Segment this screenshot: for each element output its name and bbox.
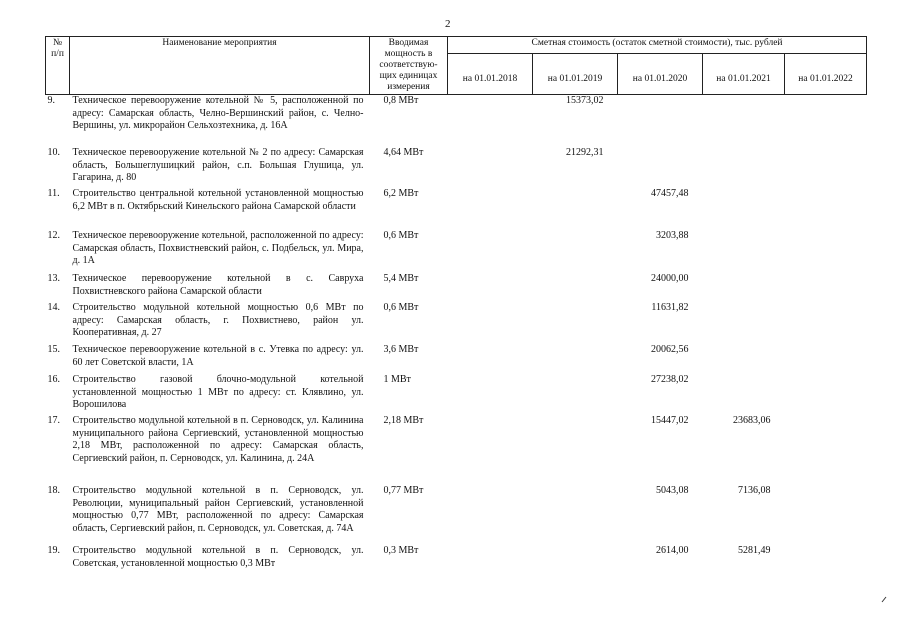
- row-name: Строительство центральной котельной установленной мощностью 6,2 МВт в п. Октябрьский Кинельского района Самарской области: [72, 188, 364, 212]
- row-value-2020: 24000,00: [651, 273, 689, 284]
- row-value-2021: 7136,08: [738, 485, 771, 496]
- row-value-2022: [785, 485, 867, 545]
- row-value-2019: [533, 273, 618, 302]
- row-value-2020: 2614,00: [656, 545, 689, 556]
- table-row: [46, 545, 867, 577]
- row-power: 4,64 МВт: [383, 147, 424, 158]
- row-value-2021: [703, 302, 785, 344]
- row-value-2021: [703, 230, 785, 273]
- table-row: [46, 95, 867, 148]
- row-value-2018: [448, 302, 533, 344]
- row-power: 0,8 МВт: [383, 95, 419, 106]
- row-value-2018: [448, 344, 533, 374]
- row-name: Строительство модульной котельной мощностью 0,6 МВт по адресу: Самарская область, г. Похвистнево, район ул. Кооперативная, д. 27: [72, 302, 364, 338]
- row-value-2019: [533, 302, 618, 344]
- row-value-2020: 27238,02: [651, 374, 689, 385]
- row-value-2018: [448, 188, 533, 230]
- row-name: Техническое перевооружение котельной № 5, расположенной по адресу: Самарская область, Челно-Вершинский район, с. Челно-Вершины, ул. микрорайон Сельхозтехника, д. 16А: [72, 95, 364, 131]
- row-value-2020: 15447,02: [651, 415, 689, 426]
- row-number: 18.: [47, 485, 60, 496]
- row-value-2019: [533, 374, 618, 415]
- table-row: [46, 188, 867, 230]
- table-row: [46, 302, 867, 344]
- row-number: 17.: [47, 415, 60, 426]
- row-power: 5,4 МВт: [383, 273, 419, 284]
- table-row: [46, 415, 867, 485]
- row-value-2022: [785, 230, 867, 273]
- header-power: Вводимая мощность в соответствую-щих единицах измерения: [370, 37, 448, 95]
- scan-mark-icon: [880, 594, 890, 604]
- row-name: Техническое перевооружение котельной в с. Утевка по адресу: ул. 60 лет Советской власти, 1А: [72, 344, 364, 368]
- row-value-2021: [703, 147, 785, 188]
- row-number: 13.: [47, 273, 60, 284]
- row-value-2020: [618, 147, 703, 188]
- row-value-2021: [703, 374, 785, 415]
- row-name: Техническое перевооружение котельной, расположенной по адресу: Самарская область, Похвистневский район, с. Подбельск, ул. Мира, д. 1А: [72, 230, 364, 266]
- row-name: Техническое перевооружение котельной № 2 по адресу: Самарская область, Большеглушицкий район, с.п. Большая Глушица, ул. Гагарина, д. 80: [72, 147, 364, 183]
- header-year-2019: на 01.01.2019: [533, 54, 618, 95]
- row-number: 9.: [47, 95, 55, 106]
- row-value-2022: [785, 95, 867, 148]
- row-value-2022: [785, 415, 867, 485]
- row-value-2019: 15373,02: [566, 95, 604, 106]
- row-name: Строительство модульной котельной в п. Серноводск, ул. Калинина муниципального района Сергиевский, установленной мощностью 2,18 МВт, расположенной по адресу: Самарская область, Сергиевский район, п. Серноводск, ул. Калинина, д. 24А: [72, 415, 364, 464]
- row-power: 0,77 МВт: [383, 485, 424, 496]
- row-value-2021: [703, 273, 785, 302]
- row-number: 12.: [47, 230, 60, 241]
- row-value-2018: [448, 230, 533, 273]
- row-number: 16.: [47, 374, 60, 385]
- row-value-2018: [448, 545, 533, 577]
- header-year-2022: на 01.01.2022: [785, 54, 867, 95]
- row-value-2019: [533, 545, 618, 577]
- page-number: 2: [445, 18, 451, 30]
- row-number: 10.: [47, 147, 60, 158]
- row-value-2018: [448, 374, 533, 415]
- table-row: [46, 485, 867, 545]
- row-name: Техническое перевооружение котельной в с. Савруха Похвистневского района Самарской области: [72, 273, 364, 297]
- row-power: 0,3 МВт: [383, 545, 419, 556]
- row-number: 19.: [47, 545, 60, 556]
- cost-table: [45, 36, 867, 577]
- row-value-2022: [785, 188, 867, 230]
- row-value-2019: [533, 415, 618, 485]
- row-value-2020: 20062,56: [651, 344, 689, 355]
- row-power: 3,6 МВт: [383, 344, 419, 355]
- row-value-2022: [785, 273, 867, 302]
- row-value-2019: 21292,31: [566, 147, 604, 158]
- row-value-2019: [533, 344, 618, 374]
- row-value-2021: 5281,49: [738, 545, 771, 556]
- row-value-2019: [533, 230, 618, 273]
- row-value-2018: [448, 415, 533, 485]
- table-row: [46, 344, 867, 374]
- row-value-2019: [533, 485, 618, 545]
- row-value-2020: 11631,82: [651, 302, 689, 313]
- table-row: [46, 273, 867, 302]
- header-year-2021: на 01.01.2021: [703, 54, 785, 95]
- row-power: 6,2 МВт: [383, 188, 419, 199]
- row-value-2022: [785, 374, 867, 415]
- row-value-2020: 47457,48: [651, 188, 689, 199]
- row-value-2021: [703, 95, 785, 148]
- row-value-2021: 23683,06: [733, 415, 771, 426]
- row-value-2018: [448, 147, 533, 188]
- header-year-2018: на 01.01.2018: [448, 54, 533, 95]
- row-name: Строительство газовой блочно-модульной котельной установленной мощностью 1 МВт по адресу: ст. Клявлино, ул. Ворошилова: [72, 374, 364, 410]
- row-value-2018: [448, 485, 533, 545]
- row-name: Строительство модульной котельной в п. Серноводск, ул. Советская, установленной мощностью 0,3 МВт: [72, 545, 364, 569]
- row-value-2021: [703, 344, 785, 374]
- header-cost: Сметная стоимость (остаток сметной стоимости), тыс. рублей: [448, 37, 867, 54]
- row-value-2020: 3203,88: [656, 230, 689, 241]
- row-power: 1 МВт: [383, 374, 411, 385]
- row-value-2018: [448, 95, 533, 148]
- row-power: 0,6 МВт: [383, 230, 419, 241]
- row-value-2022: [785, 545, 867, 577]
- row-value-2022: [785, 344, 867, 374]
- row-number: 15.: [47, 344, 60, 355]
- row-number: 14.: [47, 302, 60, 313]
- header-name: Наименование мероприятия: [70, 37, 370, 95]
- table-row: [46, 374, 867, 415]
- row-value-2019: [533, 188, 618, 230]
- row-value-2020: 5043,08: [656, 485, 689, 496]
- table-row: [46, 147, 867, 188]
- row-value-2021: [703, 188, 785, 230]
- row-value-2022: [785, 147, 867, 188]
- row-power: 2,18 МВт: [383, 415, 424, 426]
- row-value-2018: [448, 273, 533, 302]
- header-num: № п/п: [46, 37, 70, 95]
- header-year-2020: на 01.01.2020: [618, 54, 703, 95]
- table-row: [46, 230, 867, 273]
- row-value-2022: [785, 302, 867, 344]
- row-power: 0,6 МВт: [383, 302, 419, 313]
- row-name: Строительство модульной котельной в п. Серноводск, ул. Революции, муниципальный район Сергиевский, установленной мощностью 0,77 МВт, расположенной по адресу: Самарская область, Сергиевский район, п. Серноводск, ул. Советская, д. 74А: [72, 485, 364, 534]
- row-number: 11.: [47, 188, 60, 199]
- row-value-2020: [618, 95, 703, 148]
